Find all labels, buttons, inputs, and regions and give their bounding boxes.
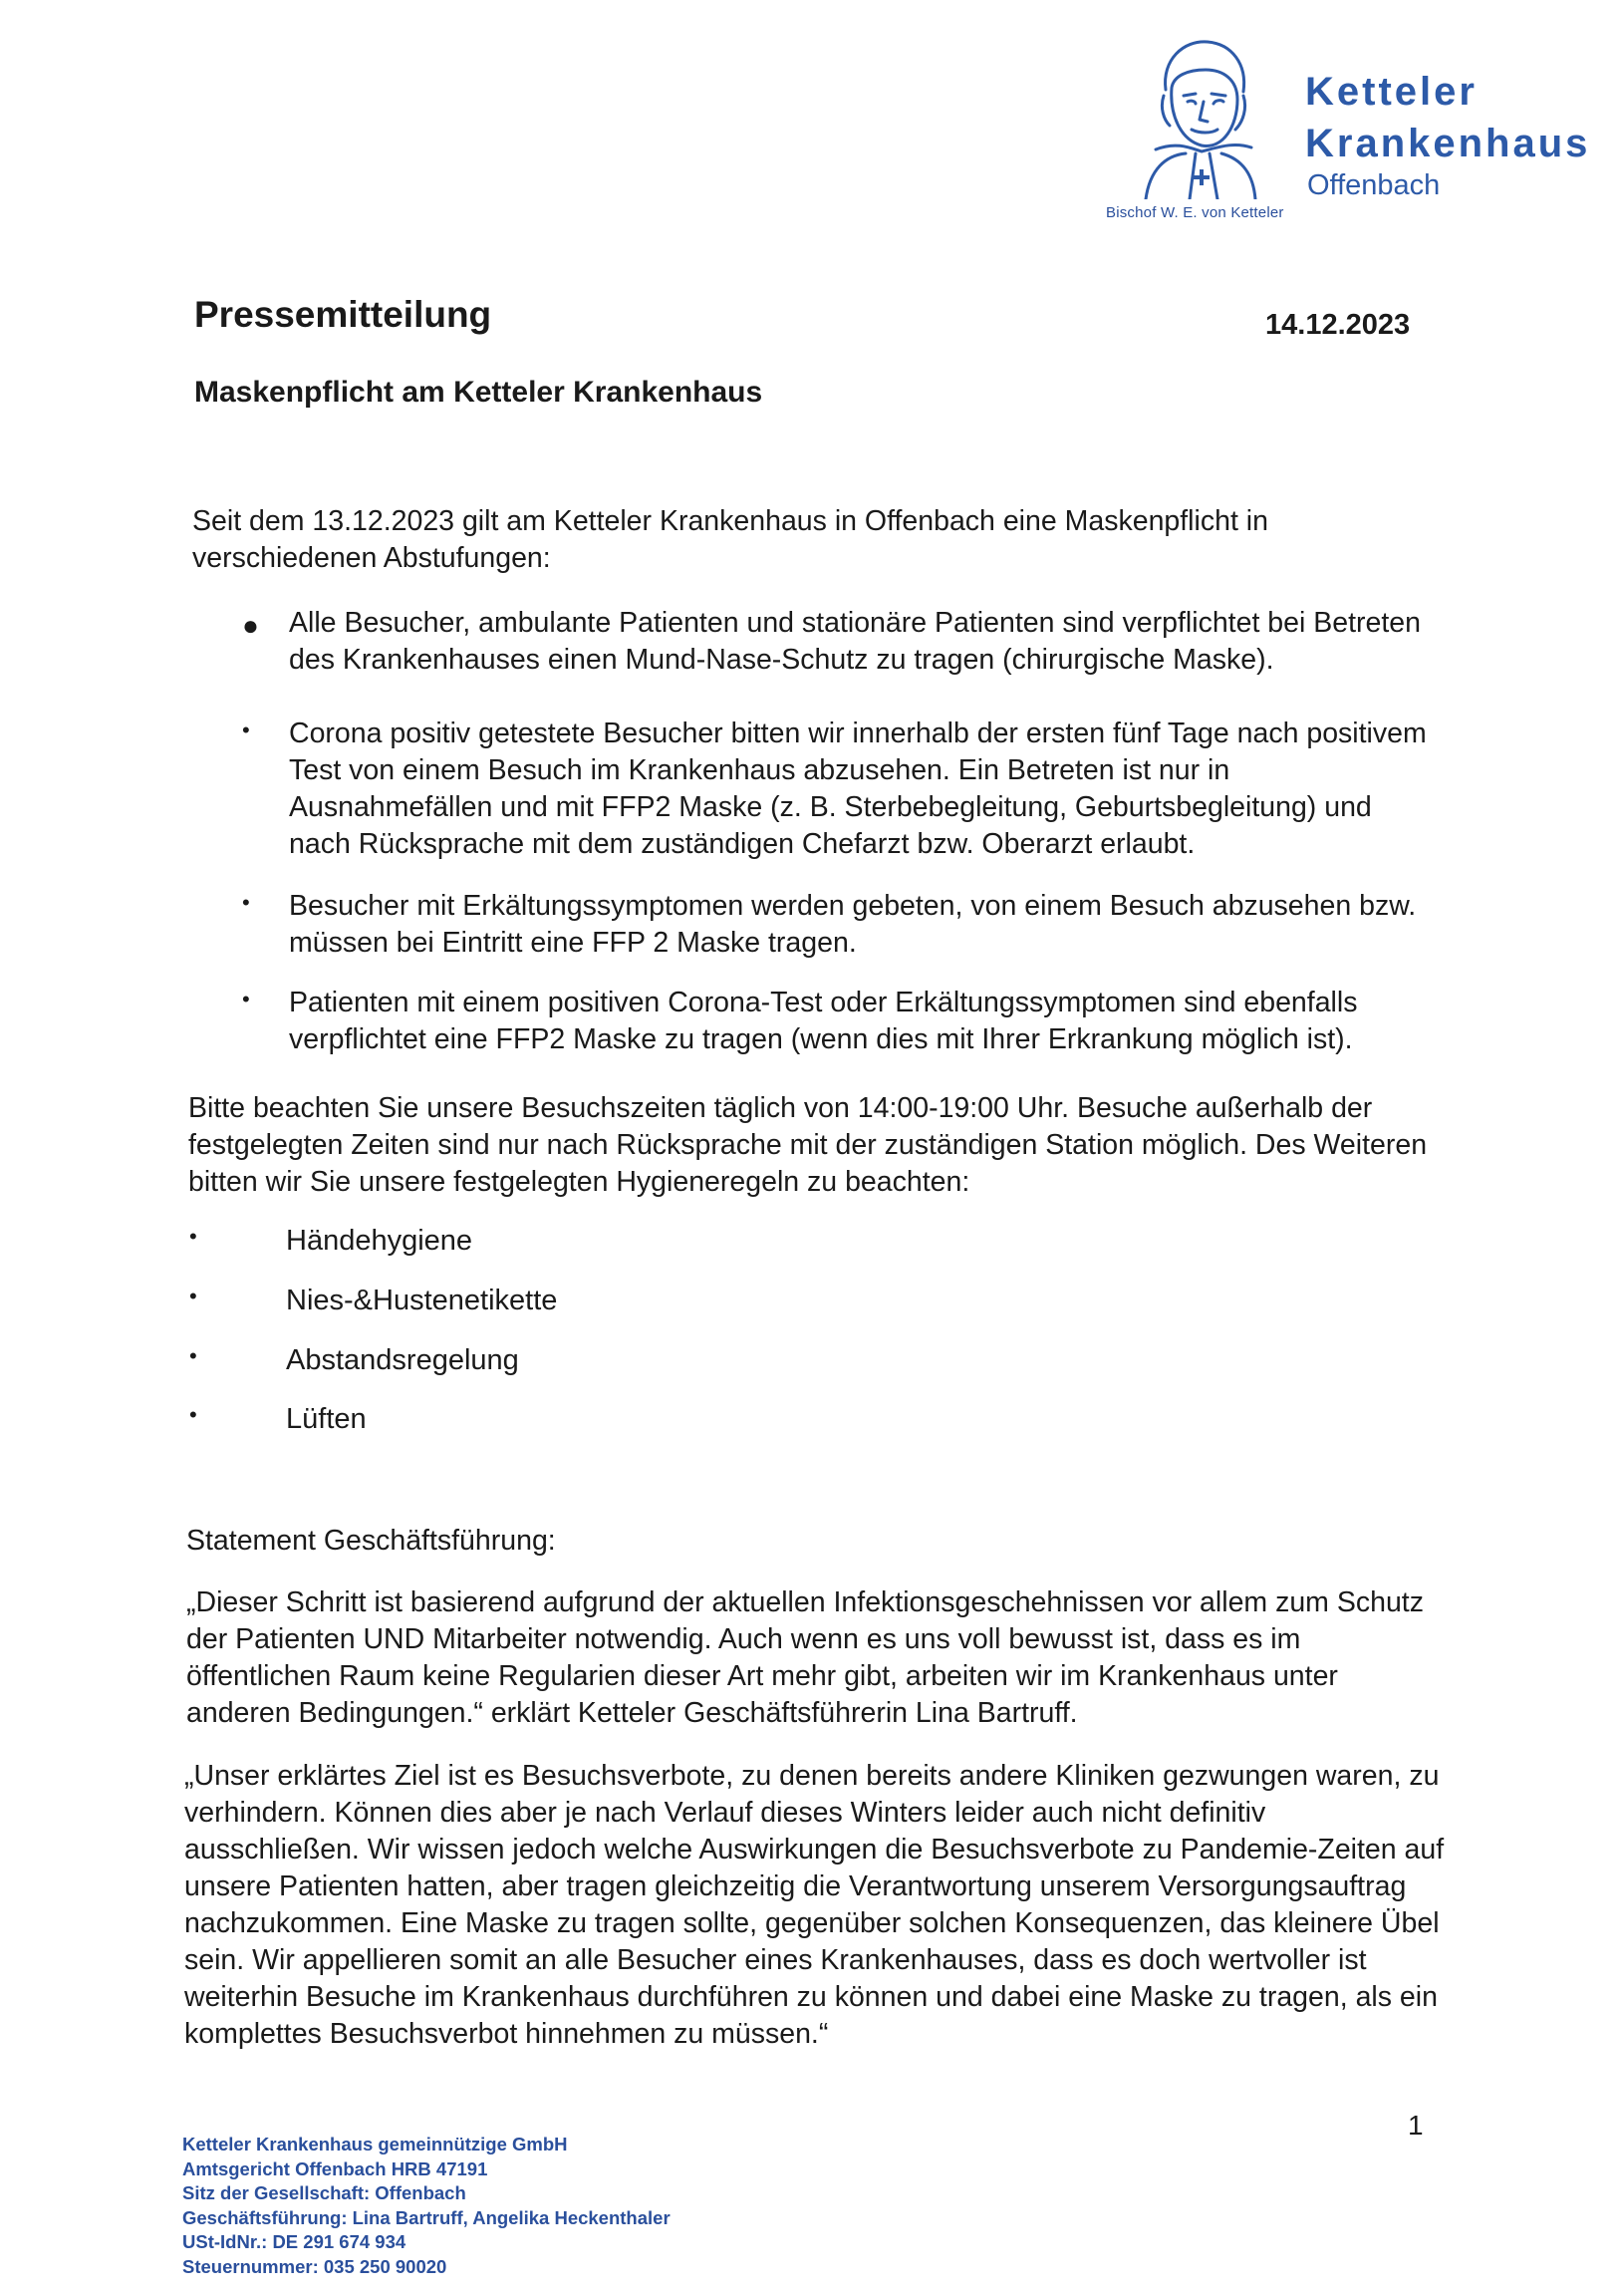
rule-item: Corona positiv getestete Besucher bitten wir innerhalb der ersten fünf Tage nach positivem Test von einem Besuch im Krankenhaus abzusehen. Ein Betreten ist nur in Ausnahmefällen und mit FFP2 Maske (z. B. Sterbebegleitung, Geburtsbegleitung) und nach Rücksprache mit dem zuständigen Chefarzt bzw. Oberarzt erlaubt. bbox=[289, 718, 1427, 860]
footer-line: USt-IdNr.: DE 291 674 934 bbox=[182, 2231, 406, 2252]
logo-name-line1: Ketteler bbox=[1305, 70, 1478, 114]
visiting-hours-paragraph: Bitte beachten Sie unsere Besuchszeiten täglich von 14:00-19:00 Uhr. Besuche außerhalb der festgelegten Zeiten sind nur nach Rücksprache mit der zuständigen Station möglich. Des Weiteren bitten wir Sie unsere festgelegten Hygieneregeln zu beachten: bbox=[188, 1092, 1428, 1198]
logo-city: Offenbach bbox=[1307, 169, 1441, 201]
bullet-icon: • bbox=[242, 890, 250, 915]
bullet-icon: • bbox=[189, 1284, 197, 1308]
footer-line: Amtsgericht Offenbach HRB 47191 bbox=[182, 2157, 488, 2179]
rule-item: Patienten mit einem positiven Corona-Test oder Erkältungssymptomen sind ebenfalls verpflichtet eine FFP2 Maske zu tragen (wenn dies mit Ihrer Erkrankung möglich ist). bbox=[289, 987, 1358, 1055]
bullet-icon: • bbox=[189, 1343, 197, 1368]
statement-heading: Statement Geschäftsführung: bbox=[186, 1525, 556, 1557]
portrait-caption: Bischof W. E. von Ketteler bbox=[1106, 204, 1284, 221]
hygiene-item: Lüften bbox=[286, 1403, 367, 1435]
company-footer bbox=[182, 2133, 671, 2279]
footer-line: Sitz der Gesellschaft: Offenbach bbox=[182, 2182, 466, 2203]
bullet-icon: • bbox=[242, 987, 250, 1011]
page-number: 1 bbox=[1408, 2110, 1424, 2141]
footer-line: Geschäftsführung: Lina Bartruff, Angelika Heckenthaler bbox=[182, 2206, 671, 2228]
statement-quote: „Dieser Schritt ist basierend aufgrund der aktuellen Infektionsgeschehnissen vor allem zum Schutz der Patienten UND Mitarbeiter notwendig. Auch wenn es uns voll bewusst ist, dass es im öffentlichen Raum keine Regularien dieser Art mehr gibt, arbeiten wir im Krankenhaus unter anderen Bedingungen.“ erklärt Ketteler Geschäftsführerin Lina Bartruff. bbox=[186, 1586, 1424, 1729]
page-title: Pressemitteilung bbox=[194, 294, 492, 335]
bullet-icon: • bbox=[242, 718, 250, 742]
bishop-portrait-icon bbox=[1126, 30, 1275, 199]
logo-name-line2: Krankenhaus bbox=[1305, 122, 1591, 165]
hygiene-item: Abstandsregelung bbox=[286, 1344, 519, 1376]
release-date: 14.12.2023 bbox=[1265, 309, 1411, 341]
rule-item: Alle Besucher, ambulante Patienten und stationäre Patienten sind verpflichtet bei Betreten des Krankenhauses einen Mund-Nase-Schutz zu tragen (chirurgische Maske). bbox=[289, 607, 1421, 676]
bullet-icon: • bbox=[189, 1402, 197, 1427]
rule-item: Besucher mit Erkältungssymptomen werden gebeten, von einem Besuch abzusehen bzw. müssen bei Eintritt eine FFP 2 Maske tragen. bbox=[289, 890, 1417, 959]
bullet-icon: ● bbox=[242, 610, 259, 641]
hygiene-item: Nies-&Hustenetikette bbox=[286, 1285, 558, 1316]
footer-line: Steuernummer: 035 250 90020 bbox=[182, 2255, 447, 2277]
statement-quote: „Unser erklärtes Ziel ist es Besuchsverbote, zu denen bereits andere Kliniken gezwungen waren, zu verhindern. Können dies aber je nach Verlauf dieses Winters leider auch nicht definitiv ausschließen. Wir wissen jedoch welche Auswirkungen die Besuchsverbote zu Pandemie-Zeiten auf unsere Patienten hatten, aber tragen gleichzeitig die Verantwortung unserem Versorgungsauftrag nachzukommen. Eine Maske zu tragen sollte, gegenüber solchen Konsequenzen, das kleinere Übel sein. Wir appellieren somit an alle Besucher eines Krankenhauses, dass es doch wertvoller ist weiterhin Besuche im Krankenhaus durchführen zu können und dabei eine Maske zu tragen, als ein komplettes Besuchsverbot hinnehmen zu müssen.“ bbox=[184, 1760, 1445, 2050]
footer-line: Ketteler Krankenhaus gemeinnützige GmbH bbox=[182, 2134, 568, 2154]
bullet-icon: • bbox=[189, 1224, 197, 1249]
hygiene-item: Händehygiene bbox=[286, 1225, 473, 1257]
release-subtitle: Maskenpflicht am Ketteler Krankenhaus bbox=[194, 376, 763, 409]
intro-paragraph: Seit dem 13.12.2023 gilt am Ketteler Krankenhaus in Offenbach eine Maskenpflicht in verschiedenen Abstufungen: bbox=[192, 505, 1268, 574]
